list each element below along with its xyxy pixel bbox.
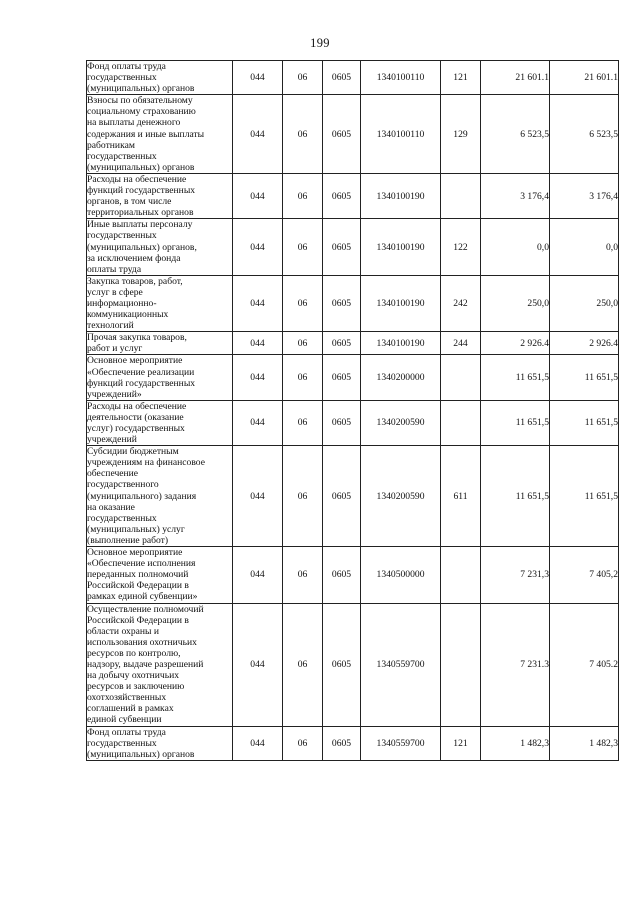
expense-name-cell [87,446,233,547]
expense-name-cell [87,173,233,218]
expense-name-cell [87,95,233,174]
ved-cell: 044 [233,332,283,355]
expense-name-line: надзору, выдаче разрешений [87,658,204,670]
expense-name-line: государственных [87,150,157,162]
ved-cell: 044 [233,61,283,95]
expense-name-cell [87,61,233,95]
amount-1-cell: 11 651,5 [481,400,550,445]
expense-name-cell [87,332,233,355]
expense-name-line: переданных полномочий [87,569,189,581]
amount-2-cell: 11 651,5 [550,355,619,400]
expense-name-line: единой субвенции [87,714,162,726]
expense-name-line: Прочая закупка товаров, [87,332,187,344]
section-cell: 06 [283,446,323,547]
expense-type-cell: 121 [441,726,481,760]
expense-name-line: (муниципального) задания [87,490,197,502]
expense-name-line: услуг в сфере [87,286,143,298]
expense-name-line: использования охотничьих [87,636,197,648]
expense-name-line: рамках единой субвенции» [87,591,198,603]
subsection-cell: 0605 [323,219,361,275]
expense-name-cell [87,400,233,445]
subsection-cell: 0605 [323,275,361,331]
expense-name-line: государственных [87,737,157,749]
table-row [87,332,619,355]
amount-2-cell: 7 405.2 [550,603,619,726]
expense-type-cell [441,355,481,400]
expense-name-cell [87,219,233,275]
target-article-cell: 1340100190 [361,275,441,331]
subsection-cell: 0605 [323,400,361,445]
expense-name-cell [87,726,233,760]
expense-name-line: информационно- [87,297,157,309]
target-article-cell: 1340100190 [361,173,441,218]
expense-name-line: государственных [87,230,157,242]
table-row [87,355,619,400]
amount-2-cell: 21 601.1 [550,61,619,95]
expense-name-line: учреждений» [87,388,142,400]
target-article-cell: 1340100110 [361,95,441,174]
expense-name-line: государственного [87,479,159,491]
expense-name-line: Основное мероприятие [87,355,183,367]
section-cell: 06 [283,275,323,331]
target-article-cell: 1340100190 [361,219,441,275]
amount-2-cell: 1 482,3 [550,726,619,760]
section-cell: 06 [283,355,323,400]
table-body [87,61,619,761]
section-cell: 06 [283,95,323,174]
expense-name-cell [87,355,233,400]
expense-name-line: за исключением фонда [87,252,181,264]
subsection-cell: 0605 [323,726,361,760]
table-row [87,173,619,218]
amount-1-cell: 0,0 [481,219,550,275]
target-article-cell: 1340559700 [361,603,441,726]
expense-name-line: функций государственных [87,377,196,389]
expense-name-line: Субсидии бюджетным [87,446,179,458]
expense-name-line: оплаты труда [87,263,142,275]
amount-1-cell: 2 926.4 [481,332,550,355]
ved-cell: 044 [233,173,283,218]
expense-name-line: (муниципальных) услуг [87,523,185,535]
subsection-cell: 0605 [323,355,361,400]
expense-name-line: обеспечение [87,468,139,480]
expense-name-line: учреждениям на финансовое [87,457,205,469]
expense-name-line: (муниципальных) органов, [87,241,197,253]
ved-cell: 044 [233,446,283,547]
expense-name-line: Российской Федерации в [87,580,189,592]
table-row [87,726,619,760]
ved-cell: 044 [233,219,283,275]
expense-name-line: коммуникационных [87,309,169,321]
amount-2-cell: 6 523,5 [550,95,619,174]
expense-name-line: на добычу охотничьих [87,670,180,682]
expense-name-line: территориальных органов [87,207,194,219]
expense-name-line: Фонд оплаты труда [87,726,166,738]
amount-1-cell: 11 651,5 [481,355,550,400]
expense-name-line: работникам [87,139,135,151]
section-cell: 06 [283,219,323,275]
table-row [87,219,619,275]
subsection-cell: 0605 [323,332,361,355]
expense-name-line: работ и услуг [87,343,143,355]
expense-name-line: услуг) государственных [87,423,185,434]
expense-name-line: области охраны и [87,625,159,637]
amount-1-cell: 6 523,5 [481,95,550,174]
expense-name-line: Закупка товаров, работ, [87,275,183,287]
subsection-cell: 0605 [323,547,361,603]
ved-cell: 044 [233,275,283,331]
expense-type-cell: 242 [441,275,481,331]
expense-type-cell: 611 [441,446,481,547]
subsection-cell: 0605 [323,173,361,218]
amount-2-cell: 11 651,5 [550,446,619,547]
section-cell: 06 [283,603,323,726]
expense-name-line: «Обеспечение реализации [87,366,195,378]
table-row [87,400,619,445]
expense-name-line: государственных [87,72,157,84]
expense-type-cell [441,547,481,603]
subsection-cell: 0605 [323,603,361,726]
expense-name-line: Взносы по обязательному [87,95,193,107]
expense-name-line: органов, в том числе [87,196,172,208]
target-article-cell: 1340200000 [361,355,441,400]
expense-name-line: «Обеспечение исполнения [87,558,196,570]
amount-2-cell: 11 651,5 [550,400,619,445]
table-row [87,547,619,603]
expense-name-cell [87,603,233,726]
ved-cell: 044 [233,400,283,445]
expense-name-line: (муниципальных) органов [87,161,195,173]
amount-2-cell: 2 926.4 [550,332,619,355]
ved-cell: 044 [233,355,283,400]
amount-1-cell: 7 231.3 [481,603,550,726]
expense-name-line: Расходы на обеспечение [87,173,187,185]
target-article-cell: 1340200590 [361,446,441,547]
table-row [87,95,619,174]
expense-type-cell [441,173,481,218]
expense-type-cell [441,400,481,445]
table-row [87,446,619,547]
amount-2-cell: 7 405,2 [550,547,619,603]
expense-type-cell [441,603,481,726]
expense-name-line: содержания и иные выплаты [87,128,205,140]
ved-cell: 044 [233,603,283,726]
amount-1-cell: 1 482,3 [481,726,550,760]
table-row [87,61,619,95]
expense-name-cell [87,275,233,331]
subsection-cell: 0605 [323,61,361,95]
subsection-cell: 0605 [323,446,361,547]
expense-name-line: деятельности (оказание [87,411,184,423]
amount-1-cell: 250,0 [481,275,550,331]
target-article-cell: 1340500000 [361,547,441,603]
section-cell: 06 [283,400,323,445]
amount-2-cell: 250,0 [550,275,619,331]
expense-name-line: (выполнение работ) [87,534,169,546]
section-cell: 06 [283,61,323,95]
expense-type-cell: 122 [441,219,481,275]
amount-2-cell: 3 176,4 [550,173,619,218]
expense-type-cell: 121 [441,61,481,95]
target-article-cell: 1340200590 [361,400,441,445]
expense-name-line: соглашений в рамках [87,703,174,715]
expense-name-line: Основное мероприятие [87,547,183,559]
expense-name-line: Фонд оплаты труда [87,61,166,72]
amount-1-cell: 7 231,3 [481,547,550,603]
ved-cell: 044 [233,726,283,760]
section-cell: 06 [283,726,323,760]
section-cell: 06 [283,173,323,218]
amount-1-cell: 21 601.1 [481,61,550,95]
expense-name-cell [87,547,233,603]
expense-type-cell: 244 [441,332,481,355]
amount-1-cell: 11 651,5 [481,446,550,547]
expense-name-line: охотхозяйственных [87,692,167,704]
ved-cell: 044 [233,95,283,174]
expense-name-line: Осуществление полномочий [87,603,204,615]
expense-name-line: социальному страхованию [87,106,196,118]
page-number: 199 [310,36,330,50]
ved-cell: 044 [233,547,283,603]
expense-name-line: Российской Федерации в [87,614,189,626]
expense-name-line: на выплаты денежного [87,117,181,129]
expense-name-line: функций государственных [87,185,196,197]
expense-name-line: государственных [87,512,157,524]
amount-2-cell: 0,0 [550,219,619,275]
section-cell: 06 [283,332,323,355]
section-cell: 06 [283,547,323,603]
expense-name-line: Расходы на обеспечение [87,400,187,412]
amount-1-cell: 3 176,4 [481,173,550,218]
expense-name-line: (муниципальных) органов [87,748,195,760]
expense-name-line: на оказание [87,501,135,513]
target-article-cell: 1340100190 [361,332,441,355]
expense-name-line: технологий [87,320,134,332]
expense-name-line: ресурсов по контролю, [87,647,181,659]
target-article-cell: 1340100110 [361,61,441,95]
subsection-cell: 0605 [323,95,361,174]
expense-name-line: Иные выплаты персоналу [87,219,193,231]
expense-name-line: ресурсов и заключению [87,681,185,693]
expense-name-line: учреждений [87,434,137,446]
budget-table [86,60,619,761]
target-article-cell: 1340559700 [361,726,441,760]
expense-type-cell: 129 [441,95,481,174]
table-row [87,603,619,726]
expense-name-line: (муниципальных) органов [87,83,195,95]
table-row [87,275,619,331]
